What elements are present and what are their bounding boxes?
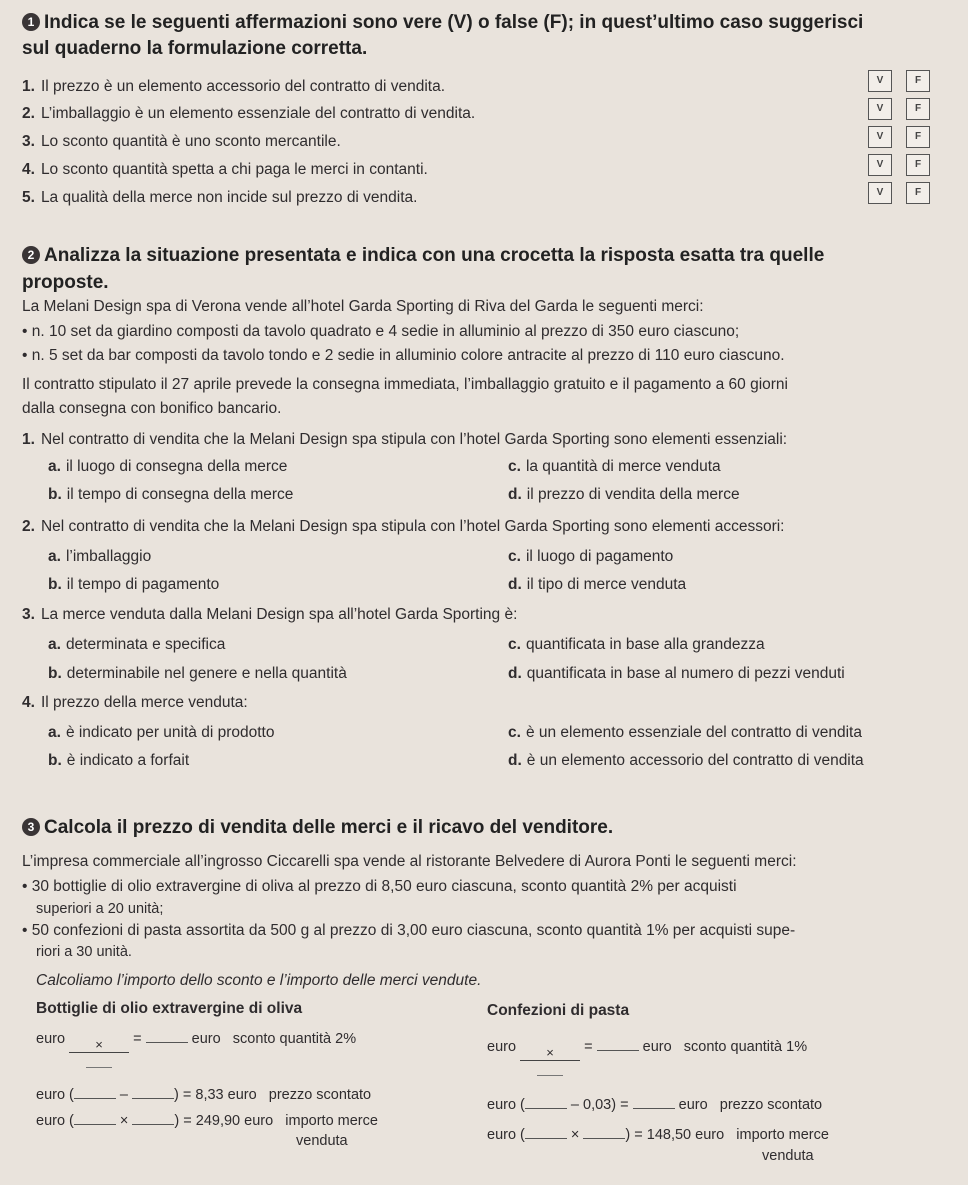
true-checkbox[interactable]: V [868,126,892,148]
answer-blank[interactable] [132,1086,174,1099]
option-text: determinata e specifica [65,636,226,653]
ex2-question-4 [22,694,248,712]
ex3-number-badge: 3 [22,818,40,836]
ex1-number-badge: 1 [22,13,40,31]
ex2-q2-option-d[interactable]: d. il tipo di merce venduta [508,576,687,593]
euro-label: euro [36,1087,66,1103]
discount-label: sconto quantità 1% [683,1039,808,1055]
ex1-item-text: Il prezzo è un elemento accessorio del contratto di vendita. [40,78,446,95]
option-text: il tempo di pagamento [66,576,220,593]
option-text: il tipo di merce venduta [526,576,687,593]
euro-label: euro [487,1127,517,1143]
ex2-q2-option-b[interactable]: b. il tempo di pagamento [48,576,220,593]
question-number: 4. [22,694,35,711]
discount-label: sconto quantità 2% [232,1031,357,1047]
ex2-bullet-1: • n. 10 set da giardino composti da tavolo quadrato e 4 sedie in alluminio al prezzo di 350 euro ciascuno; [22,323,740,340]
ex1-title [22,12,863,34]
ex2-q1-option-d[interactable]: d. il prezzo di vendita della merce [508,486,740,503]
ex1-item-2 [22,105,475,123]
ex2-title [22,245,824,267]
ex2-bullet-1-text: n. 10 set da giardino composti da tavolo quadrato e 4 sedie in alluminio al prezzo di 350 euro ciascuno; [31,323,740,340]
ex2-question-2 [22,518,784,536]
ex2-q3-option-b[interactable]: b. determinabile nel genere e nella quantità [48,665,347,682]
ex1-item-4 [22,161,428,179]
ex2-title-line2: proposte. [22,272,109,293]
amount-label: importo merce [285,1113,378,1129]
ex1-item-number: 2. [22,105,35,122]
option-text: è indicato a forfait [66,752,190,769]
ex3-left-title: Bottiglie di olio extravergine di oliva [36,1000,303,1017]
option-text: il luogo di pagamento [525,548,674,565]
ex2-contract-line2: dalla consegna con bonifico bancario. [22,400,282,417]
ex2-q4-option-c[interactable]: c. è un elemento essenziale del contratto di vendita [508,724,862,741]
false-checkbox[interactable]: F [906,182,930,204]
minus-sign: – [119,1087,128,1103]
result-value: ) = 8,33 euro [174,1087,257,1103]
euro-label: euro [191,1031,221,1047]
answer-blank[interactable] [597,1038,639,1051]
false-checkbox[interactable]: F [906,98,930,120]
ex2-q2-option-c[interactable]: c. il luogo di pagamento [508,548,674,565]
ex3-left-row-1: euro × = euro sconto quantità 2% [36,1030,356,1068]
ex2-q1-option-b[interactable]: b. il tempo di consegna della merce [48,486,294,503]
ex2-q3-option-c[interactable]: c. quantificata in base alla grandezza [508,636,765,653]
ex3-left-row-2: euro ( – ) = 8,33 euro prezzo scontato [36,1087,372,1103]
ex3-right-row-1: euro × = euro sconto quantità 1% [487,1038,807,1076]
ex1-item-3 [22,133,341,151]
option-text: quantificata in base alla grandezza [525,636,765,653]
discounted-price-label: prezzo scontato [719,1097,823,1113]
answer-blank[interactable] [633,1096,675,1109]
ex2-title-line1: Analizza la situazione presentata e indica con una crocetta la risposta esatta tra quelle [44,245,825,266]
ex2-bullet-2-text: n. 5 set da bar composti da tavolo tondo e 2 sedie in alluminio colore antracite al prezzo di 110 euro ciascuno. [31,347,785,364]
ex3-bullet-1-text: 30 bottiglie di olio extravergine di oliva al prezzo di 8,50 euro ciascuna, sconto quantità 2% per acquisti [31,878,737,895]
option-text: il luogo di consegna della merce [65,458,288,475]
ex2-q4-option-b[interactable]: b. è indicato a forfait [48,752,190,769]
times-sign: × [520,1046,580,1061]
ex1-vf-row-5 [868,182,930,204]
ex2-q2-option-a[interactable]: a. l’imballaggio [48,548,152,565]
false-checkbox[interactable]: F [906,126,930,148]
euro-label: euro [642,1039,672,1055]
ex1-item-number: 1. [22,78,35,95]
answer-blank[interactable] [74,1086,116,1099]
ex1-title-line2: sul quaderno la formulazione corretta. [22,38,368,59]
ex1-vf-row-4 [868,154,930,176]
answer-blank[interactable] [132,1112,174,1125]
result-value: – 0,03) = [570,1097,629,1113]
ex3-bullet-1-line2: superiori a 20 unità; [36,901,164,917]
question-number: 1. [22,431,35,448]
false-checkbox[interactable]: F [906,154,930,176]
answer-blank[interactable] [583,1126,625,1139]
question-number: 2. [22,518,35,535]
ex2-q3-option-a[interactable]: a. determinata e specifica [48,636,226,653]
ex1-item-text: La qualità della merce non incide sul prezzo di vendita. [40,189,418,206]
ex3-instruction: Calcoliamo l’importo dello sconto e l’importo delle merci vendute. [36,972,482,989]
question-text: Nel contratto di vendita che la Melani Design spa stipula con l’hotel Garda Sporting sono elementi accessori: [40,518,785,535]
option-text: il prezzo di vendita della merce [526,486,740,503]
answer-blank[interactable] [525,1096,567,1109]
times-sign: × [119,1113,129,1129]
option-text: la quantità di merce venduta [525,458,721,475]
result-value: ) = 148,50 euro [625,1127,725,1143]
ex1-title-line1: Indica se le seguenti affermazioni sono vere (V) o false (F); in quest’ultimo caso suggerisci [44,12,864,33]
ex3-bullet-2-line2: riori a 30 unità. [36,944,132,960]
ex2-q1-option-a[interactable]: a. il luogo di consegna della merce [48,458,288,475]
true-checkbox[interactable]: V [868,70,892,92]
option-text: determinabile nel genere e nella quantità [66,665,347,682]
times-sign: × [69,1038,129,1053]
ex3-left-row-3-label2: venduta [296,1133,348,1149]
times-sign: × [570,1127,580,1143]
ex1-item-text: L’imballaggio è un elemento essenziale del contratto di vendita. [40,105,476,122]
ex1-vf-row-2 [868,98,930,120]
fraction [520,1046,580,1076]
ex2-q4-option-a[interactable]: a. è indicato per unità di prodotto [48,724,275,741]
ex1-vf-row-3 [868,126,930,148]
euro-label: euro [36,1031,66,1047]
ex1-item-1 [22,78,445,96]
ex1-item-text: Lo sconto quantità spetta a chi paga le merci in contanti. [40,161,428,178]
option-text: il tempo di consegna della merce [66,486,294,503]
ex3-bullet-2-line1: • 50 confezioni di pasta assortita da 500 g al prezzo di 3,00 euro ciascuna, sconto quantità 1% per acquisti supe- [22,922,796,939]
option-text: l’imballaggio [65,548,152,565]
ex2-number-badge: 2 [22,246,40,264]
ex3-right-title: Confezioni di pasta [487,1002,630,1019]
euro-label: euro [487,1039,517,1055]
fraction [69,1038,129,1068]
option-text: è indicato per unità di prodotto [65,724,275,741]
ex2-intro: La Melani Design spa di Verona vende all’hotel Garda Sporting di Riva del Garda le seguenti merci: [22,298,704,315]
answer-blank[interactable] [74,1112,116,1125]
ex1-item-number: 5. [22,189,35,206]
option-text: è un elemento accessorio del contratto di vendita [526,752,864,769]
ex3-right-row-3: euro ( × ) = 148,50 euro importo merce [487,1127,829,1143]
ex1-vf-row-1 [868,70,930,92]
ex3-left-row-3: euro ( × ) = 249,90 euro importo merce [36,1113,378,1129]
euro-label: euro [487,1097,517,1113]
true-checkbox[interactable]: V [868,98,892,120]
result-value: ) = 249,90 euro [174,1113,274,1129]
ex3-right-row-2: euro ( – 0,03) = euro prezzo scontato [487,1097,823,1113]
discounted-price-label: prezzo scontato [268,1087,372,1103]
option-text: è un elemento essenziale del contratto di vendita [525,724,862,741]
ex3-intro: L’impresa commerciale all’ingrosso Ciccarelli spa vende al ristorante Belvedere di Aurora Ponti le seguenti merci: [22,853,797,870]
ex2-q4-option-d[interactable]: d. è un elemento accessorio del contratto di vendita [508,752,864,769]
answer-blank[interactable] [525,1126,567,1139]
euro-label: euro [678,1097,708,1113]
answer-blank[interactable] [146,1030,188,1043]
ex3-title [22,817,613,839]
ex2-question-3 [22,606,517,624]
question-number: 3. [22,606,35,623]
ex2-question-1 [22,431,787,449]
ex3-bullet-2-text: 50 confezioni di pasta assortita da 500 g al prezzo di 3,00 euro ciascuna, sconto quantità 1% per acquisti supe- [31,922,796,939]
true-checkbox[interactable]: V [868,154,892,176]
ex1-item-5 [22,189,417,207]
ex2-contract-line1: Il contratto stipulato il 27 aprile prevede la consegna immediata, l’imballaggio gratuito e il pagamento a 60 giorni [22,376,788,393]
question-text: La merce venduta dalla Melani Design spa all’hotel Garda Sporting è: [40,606,518,623]
question-text: Nel contratto di vendita che la Melani Design spa stipula con l’hotel Garda Sporting sono elementi essenziali: [40,431,788,448]
ex1-item-number: 4. [22,161,35,178]
ex2-q3-option-d[interactable]: d. quantificata in base al numero di pezzi venduti [508,665,845,682]
ex1-item-number: 3. [22,133,35,150]
false-checkbox[interactable]: F [906,70,930,92]
amount-label: importo merce [736,1127,829,1143]
true-checkbox[interactable]: V [868,182,892,204]
ex2-q1-option-c[interactable]: c. la quantità di merce venduta [508,458,721,475]
ex3-right-row-3-label2: venduta [762,1148,814,1164]
ex3-bullet-1-line1: • 30 bottiglie di olio extravergine di oliva al prezzo di 8,50 euro ciascuna, sconto quantità 2% per acquisti [22,878,737,895]
euro-label: euro [36,1113,66,1129]
ex3-title-text: Calcola il prezzo di vendita delle merci e il ricavo del venditore. [44,817,614,838]
option-text: quantificata in base al numero di pezzi venduti [526,665,845,682]
question-text: Il prezzo della merce venduta: [40,694,248,711]
ex2-bullet-2: • n. 5 set da bar composti da tavolo tondo e 2 sedie in alluminio colore antracite al prezzo di 110 euro ciascuno. [22,347,785,364]
ex1-item-text: Lo sconto quantità è uno sconto mercantile. [40,133,341,150]
